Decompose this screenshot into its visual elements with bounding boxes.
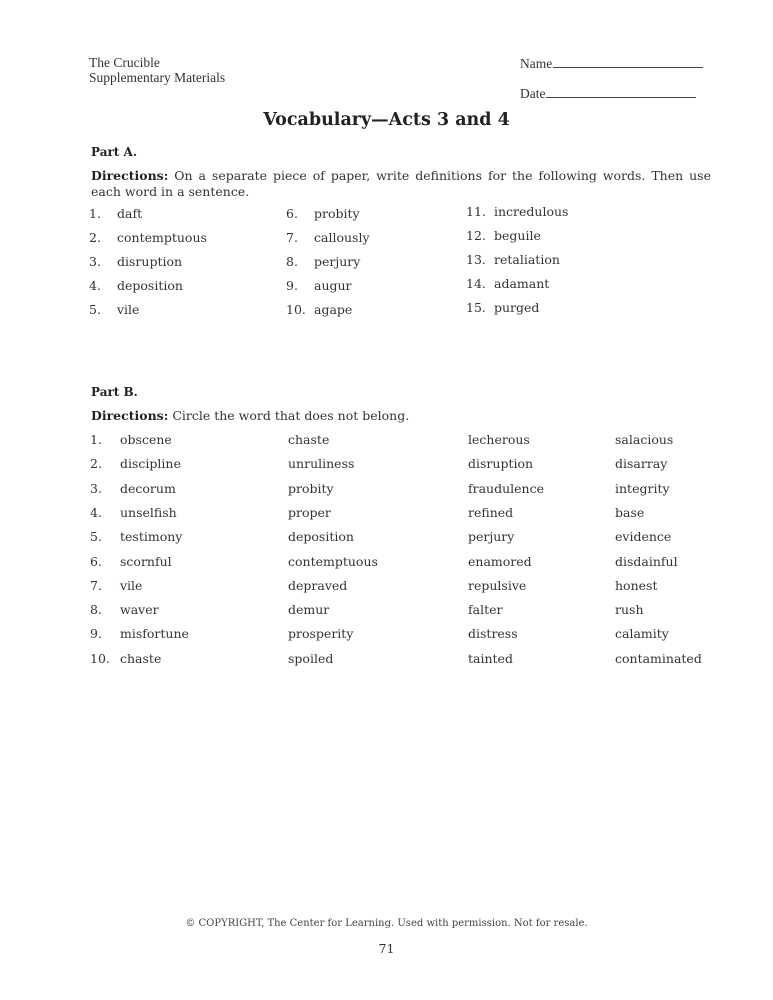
row-number: 1. — [90, 432, 102, 447]
choice-word[interactable]: calamity — [615, 626, 669, 642]
copyright-notice: © COPYRIGHT, The Center for Learning. Used with permission. Not for resale. — [185, 918, 588, 929]
choice-word[interactable]: enamored — [468, 553, 532, 569]
choice-word[interactable]: contemptuous — [288, 553, 378, 569]
vocab-item — [286, 206, 360, 221]
part-a-directions — [91, 168, 711, 200]
vocab-word: incredulous — [494, 204, 569, 219]
date-blank-line[interactable] — [546, 85, 696, 98]
vocab-item — [466, 300, 539, 315]
page-title: Vocabulary—Acts 3 and 4 — [263, 110, 510, 130]
vocab-word: retaliation — [494, 252, 560, 267]
item-number: 8. — [286, 254, 298, 269]
choice-word[interactable]: testimony — [120, 529, 183, 545]
choice-word[interactable]: waver — [120, 602, 159, 618]
item-number: 1. — [89, 206, 101, 221]
row-number: 7. — [90, 577, 102, 593]
choice-word[interactable]: contaminated — [615, 650, 702, 666]
choice-word[interactable]: honest — [615, 577, 658, 593]
choice-word[interactable]: demur — [288, 602, 330, 618]
choice-word[interactable]: repulsive — [468, 577, 527, 593]
row-number: 2. — [90, 456, 102, 472]
date-label: Date — [520, 86, 546, 101]
name-blank-line[interactable] — [553, 55, 703, 68]
vocab-item — [286, 254, 360, 269]
name-field[interactable] — [520, 55, 703, 72]
vocab-item — [286, 230, 370, 245]
choice-word[interactable]: refined — [468, 504, 514, 520]
item-number: 3. — [89, 254, 101, 269]
item-number: 6. — [286, 206, 298, 221]
vocab-item — [466, 276, 549, 291]
vocab-item — [89, 230, 207, 245]
choice-word[interactable]: misfortune — [120, 626, 189, 642]
choice-word[interactable]: chaste — [120, 650, 162, 666]
page-number: 71 — [378, 941, 395, 956]
row-number: 3. — [90, 480, 102, 496]
vocab-word: contemptuous — [117, 230, 207, 245]
vocab-item — [466, 252, 560, 267]
choice-word[interactable]: scornful — [120, 553, 172, 569]
choice-word[interactable]: evidence — [615, 529, 672, 545]
part-a-directions-text: On a separate piece of paper, write definitions for the following words. Then use each word in a sentence. — [91, 168, 711, 199]
choice-word[interactable]: unruliness — [288, 456, 355, 472]
choice-word[interactable]: base — [615, 504, 645, 520]
vocab-item — [286, 278, 352, 293]
choice-word[interactable]: disdainful — [615, 553, 678, 569]
choice-word[interactable]: rush — [615, 602, 644, 618]
vocab-item — [89, 206, 142, 221]
choice-word[interactable]: salacious — [615, 432, 674, 447]
book-title: The Crucible — [89, 55, 160, 70]
item-number: 15. — [466, 300, 486, 315]
choice-word[interactable]: integrity — [615, 480, 670, 496]
vocab-word: augur — [314, 278, 352, 293]
row-number: 10. — [90, 650, 110, 666]
part-b-directions — [91, 408, 711, 424]
choice-word[interactable]: falter — [468, 602, 503, 618]
item-number: 11. — [466, 204, 486, 219]
item-number: 12. — [466, 228, 486, 243]
row-number: 9. — [90, 626, 102, 642]
name-label: Name — [520, 56, 553, 71]
part-a-directions-label: Directions: — [91, 168, 169, 183]
vocab-word: agape — [314, 302, 353, 317]
vocab-word: daft — [117, 206, 143, 221]
row-number: 5. — [90, 529, 102, 545]
vocab-word: perjury — [314, 254, 361, 269]
part-a-heading: Part A. — [91, 145, 138, 159]
choice-word[interactable]: disruption — [468, 456, 534, 472]
item-number: 2. — [89, 230, 101, 245]
choice-word[interactable]: distress — [468, 626, 518, 642]
row-number: 4. — [90, 504, 102, 520]
choice-word[interactable]: decorum — [120, 480, 176, 496]
choice-word[interactable]: vile — [120, 577, 143, 593]
item-number: 13. — [466, 252, 486, 267]
choice-word[interactable]: prosperity — [288, 626, 354, 642]
item-number: 4. — [89, 278, 101, 293]
choice-word[interactable]: spoiled — [288, 650, 334, 666]
choice-word[interactable]: probity — [288, 480, 334, 496]
vocab-word: disruption — [117, 254, 183, 269]
vocab-item — [286, 302, 352, 317]
vocab-word: callously — [314, 230, 370, 245]
vocab-word: adamant — [494, 276, 550, 291]
choice-word[interactable]: lecherous — [468, 432, 530, 447]
choice-word[interactable]: discipline — [120, 456, 181, 472]
vocab-word: beguile — [494, 228, 541, 243]
vocab-item — [89, 302, 139, 317]
vocab-item — [89, 278, 183, 293]
document-header-left — [89, 55, 225, 85]
choice-word[interactable]: perjury — [468, 529, 515, 545]
choice-word[interactable]: disarray — [615, 456, 668, 472]
choice-word[interactable]: proper — [288, 504, 331, 520]
book-subtitle: Supplementary Materials — [89, 70, 226, 85]
choice-word[interactable]: depraved — [288, 577, 348, 593]
choice-word[interactable]: chaste — [288, 432, 330, 447]
vocab-word: deposition — [117, 278, 183, 293]
item-number: 9. — [286, 278, 298, 293]
choice-word[interactable]: deposition — [288, 529, 354, 545]
vocab-word: vile — [117, 302, 140, 317]
vocab-word: probity — [314, 206, 360, 221]
part-b-directions-text: Circle the word that does not belong. — [168, 408, 410, 423]
choice-word[interactable]: fraudulence — [468, 480, 545, 496]
date-field[interactable] — [520, 85, 696, 102]
vocab-item — [466, 204, 568, 219]
choice-word[interactable]: unselfish — [120, 504, 177, 520]
choice-word[interactable]: tainted — [468, 650, 513, 666]
item-number: 7. — [286, 230, 298, 245]
item-number: 14. — [466, 276, 486, 291]
row-number: 8. — [90, 602, 102, 618]
part-b-heading: Part B. — [91, 385, 138, 399]
item-number: 10. — [286, 302, 306, 317]
vocab-item — [466, 228, 541, 243]
row-number: 6. — [90, 553, 102, 569]
choice-word[interactable]: obscene — [120, 432, 172, 447]
vocab-word: purged — [494, 300, 540, 315]
part-b-directions-label: Directions: — [91, 408, 169, 423]
vocab-item — [89, 254, 182, 269]
item-number: 5. — [89, 302, 101, 317]
